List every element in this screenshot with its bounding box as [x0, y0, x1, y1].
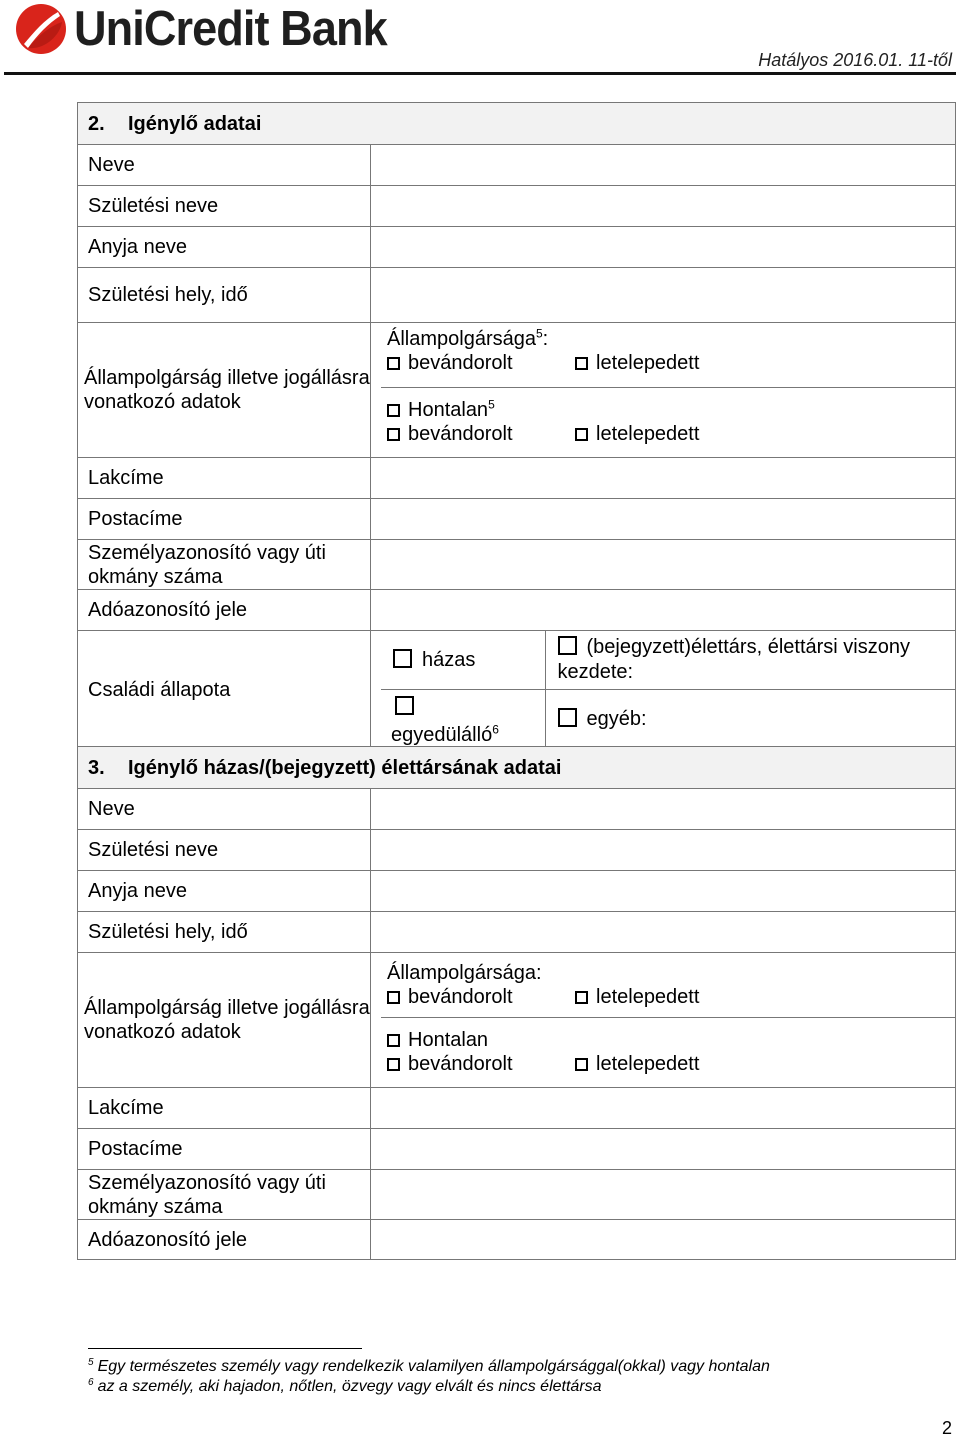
brand-name: UniCredit Bank — [74, 2, 387, 56]
checkbox-icon[interactable] — [387, 428, 400, 441]
label-id-doc: Személyazonosító vagy úti okmány száma — [78, 540, 371, 590]
field-tax-id[interactable] — [371, 590, 956, 631]
partner-checkbox-settled[interactable]: letelepedett — [575, 985, 699, 1009]
field-partner-tax-id[interactable] — [371, 1220, 956, 1260]
section3-number: 3. — [88, 756, 105, 779]
section2-title: Igénylő adatai — [128, 112, 262, 135]
field-birth-name[interactable] — [371, 186, 956, 227]
field-partner-birth-name[interactable] — [371, 830, 956, 871]
checkbox-partner[interactable]: (bejegyzett)élettárs, élettársi viszony kezdete: — [545, 631, 955, 689]
field-partner-birth-place-time[interactable] — [371, 912, 956, 953]
label-postal: Postacíme — [78, 499, 371, 540]
checkbox-icon[interactable] — [575, 357, 588, 370]
label-mother-name: Anyja neve — [78, 227, 371, 268]
footnote-rule — [88, 1348, 362, 1349]
effective-date: Hatályos 2016.01. 11-től — [758, 50, 952, 70]
checkbox-icon[interactable] — [575, 991, 588, 1004]
checkbox-single[interactable]: egyedülálló$^6$ — [381, 689, 545, 749]
partner-checkbox-stateless[interactable]: Hontalan — [387, 1028, 955, 1052]
label-partner-birth-place-time: Születési hely, idő — [78, 912, 371, 953]
field-postal[interactable] — [371, 499, 956, 540]
checkbox-icon[interactable] — [387, 404, 400, 417]
label-birth-name: Születési neve — [78, 186, 371, 227]
label-partner-address: Lakcíme — [78, 1088, 371, 1129]
label-birth-place-time: Születési hely, idő — [78, 268, 371, 323]
field-id-doc[interactable] — [371, 540, 956, 590]
partner-citizenship-cell — [371, 953, 956, 1088]
footnote-5: $^5$ Egy természetes személy vagy rendelkezik valamilyen állampolgársággal(okkal) vagy hontalan — [88, 1356, 770, 1375]
partner-citizenship-heading: Állampolgársága: — [387, 962, 542, 984]
checkbox-married[interactable]: házas — [381, 631, 545, 689]
section2-number: 2. — [88, 112, 105, 135]
label-partner-tax-id: Adóazonosító jele — [78, 1220, 371, 1260]
label-partner-mother-name: Anyja neve — [78, 871, 371, 912]
partner-checkbox-stateless-settled[interactable]: letelepedett — [575, 1052, 699, 1076]
citizenship-cell — [371, 323, 956, 458]
label-partner-birth-name: Születési neve — [78, 830, 371, 871]
label-partner-postal: Postacíme — [78, 1129, 371, 1170]
section2-header — [78, 103, 956, 145]
partner-checkbox-immigrant[interactable]: bevándorolt — [387, 985, 575, 1009]
citizenship-heading: Állampolgársága$^5$: — [387, 326, 549, 350]
label-address: Lakcíme — [78, 458, 371, 499]
checkbox-icon[interactable] — [387, 991, 400, 1004]
field-partner-name[interactable] — [371, 789, 956, 830]
page-header — [0, 0, 960, 78]
checkbox-icon[interactable] — [575, 1058, 588, 1071]
section3-header — [78, 747, 956, 789]
checkbox-icon[interactable] — [387, 1034, 400, 1047]
page-number: 2 — [941, 1418, 952, 1438]
checkbox-icon[interactable] — [393, 649, 412, 668]
checkbox-icon[interactable] — [558, 636, 577, 655]
field-address[interactable] — [371, 458, 956, 499]
checkbox-icon[interactable] — [387, 1058, 400, 1071]
footnote-6: $^6$ az a személy, aki hajadon, nőtlen, özvegy vagy elvált és nincs élettársa — [88, 1376, 602, 1395]
label-citizenship: Állampolgárság illetve jogállásra vonatkozó adatok — [78, 323, 371, 458]
unicredit-logo-icon — [14, 2, 68, 56]
label-name: Neve — [78, 145, 371, 186]
field-name[interactable] — [371, 145, 956, 186]
checkbox-icon[interactable] — [575, 428, 588, 441]
label-partner-name: Neve — [78, 789, 371, 830]
field-mother-name[interactable] — [371, 227, 956, 268]
label-partner-id-doc: Személyazonosító vagy úti okmány száma — [78, 1170, 371, 1220]
checkbox-settled[interactable]: letelepedett — [575, 351, 699, 375]
checkbox-stateless-settled[interactable]: letelepedett — [575, 422, 699, 446]
label-partner-citizenship: Állampolgárság illetve jogállásra vonatkozó adatok — [78, 953, 371, 1088]
label-family-status: Családi állapota — [78, 631, 371, 750]
section2-table — [77, 102, 956, 750]
checkbox-icon[interactable] — [395, 696, 414, 715]
checkbox-stateless-immigrant[interactable]: bevándorolt — [387, 422, 575, 446]
family-status-cell — [371, 631, 956, 750]
checkbox-icon[interactable] — [558, 708, 577, 727]
field-partner-id-doc[interactable] — [371, 1170, 956, 1220]
section3-title: Igénylő házas/(bejegyzett) élettársának adatai — [128, 756, 562, 779]
field-partner-mother-name[interactable] — [371, 871, 956, 912]
bank-logo — [14, 0, 414, 58]
header-rule — [4, 72, 956, 75]
checkbox-stateless[interactable]: Hontalan$^5$ — [387, 398, 955, 422]
field-birth-place-time[interactable] — [371, 268, 956, 323]
field-partner-postal[interactable] — [371, 1129, 956, 1170]
checkbox-other[interactable]: egyéb: — [545, 689, 955, 749]
checkbox-icon[interactable] — [387, 357, 400, 370]
partner-checkbox-stateless-immigrant[interactable]: bevándorolt — [387, 1052, 575, 1076]
checkbox-immigrant[interactable]: bevándorolt — [387, 351, 575, 375]
field-partner-address[interactable] — [371, 1088, 956, 1129]
section3-table — [77, 746, 956, 1260]
label-tax-id: Adóazonosító jele — [78, 590, 371, 631]
